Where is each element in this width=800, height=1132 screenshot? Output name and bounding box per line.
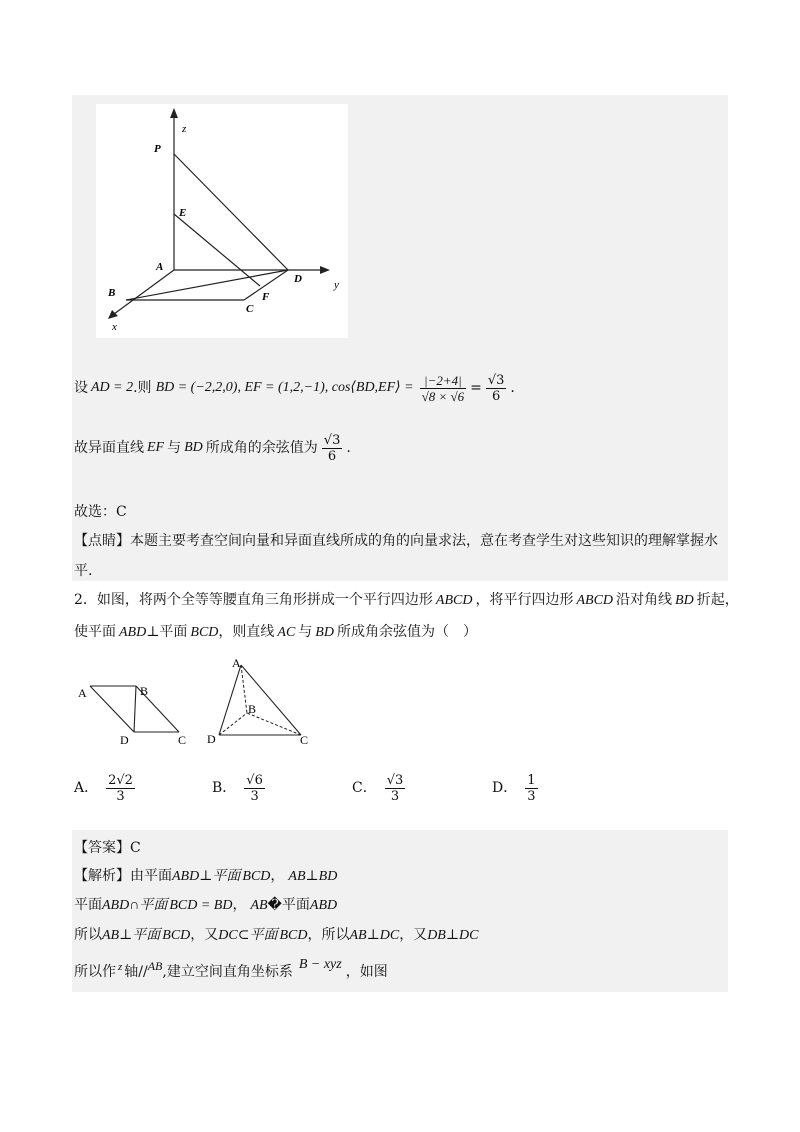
q2-text-d: 折起， (696, 592, 739, 608)
option-d-num: 1 (527, 772, 536, 788)
q2-text-a: 2．如图，将两个全等等腰直角三角形拼成一个平行四边形 (74, 592, 433, 608)
an1-a: 【解析】由平面 (74, 868, 172, 884)
point-label-p: P (154, 143, 161, 155)
q2-l2-bd: BD (315, 625, 334, 640)
equals-sign: = (470, 380, 482, 396)
an3-c: BCD (162, 928, 191, 943)
q2-l2-a: 使平面 (74, 624, 116, 640)
an4-f: B − xyz (298, 957, 342, 972)
q2-abcd-2: ABCD (576, 593, 614, 608)
fig2-left-a: A (78, 686, 87, 700)
analysis-line1 (74, 866, 337, 887)
axis-label-z: z (182, 123, 187, 135)
vector-expression: BD = (−2,2,0), EF = (1,2,−1), cos⟨BD,EF⟩ = (155, 380, 414, 395)
fig2-left-c: C (178, 733, 187, 747)
setup-var: AD = 2 (91, 380, 134, 395)
cos-numerator: |−2+4| (420, 373, 467, 389)
point-label-c: C (246, 303, 254, 315)
fig2-right-b: B (248, 702, 257, 716)
q2-perp: ⊥平面 (146, 624, 188, 640)
q2-abcd-1: ABCD (435, 593, 473, 608)
axis-label-x: x (112, 321, 117, 333)
an2-b: ABD∩平面 (102, 898, 168, 913)
option-a[interactable] (74, 770, 135, 806)
q2-l2-b: ，则直线 (218, 624, 275, 640)
option-b-den: 3 (250, 788, 259, 804)
option-c-den: 3 (390, 788, 400, 804)
q2-text-c: 沿对角线 (616, 592, 673, 608)
an4-c: 轴// (124, 964, 148, 980)
q2-text-b: ，将平行四边形 (475, 592, 574, 608)
setup-prefix: 设 (74, 380, 88, 396)
setup-line (74, 370, 515, 406)
analysis-line4 (74, 957, 388, 983)
fig2-right-a: A (232, 656, 241, 670)
point-label-d: D (294, 273, 302, 285)
result-denominator: 6 (492, 388, 501, 404)
question2-line1 (74, 590, 739, 611)
fig2-left-b: B (140, 684, 149, 698)
q2-bcd: BCD (190, 625, 219, 640)
point-label-b: B (108, 287, 116, 299)
q2-bd: BD (675, 593, 694, 608)
comment-line-2: 平. (74, 563, 93, 579)
point-label-a: A (156, 261, 164, 273)
an1-d: ， (270, 868, 285, 884)
an2-a: 平面 (74, 897, 102, 913)
an3-e: DC⊂平面 (218, 928, 278, 943)
analysis-line3 (74, 925, 478, 946)
period: . (510, 380, 515, 396)
analysis-line2 (74, 895, 337, 916)
an3-d: ，又 (190, 927, 219, 943)
option-b[interactable] (212, 770, 265, 806)
result-fraction (486, 373, 507, 404)
an4-d: AB (147, 959, 163, 973)
cos-fraction (420, 373, 467, 404)
an2-d: ， (232, 897, 247, 913)
option-c-fraction (385, 773, 406, 804)
an2-g: ABD (309, 898, 338, 913)
point-label-e: E (179, 207, 187, 219)
answer-label: 【答案】C (74, 840, 141, 856)
an4-b: z (118, 961, 123, 973)
question2-line2 (74, 622, 477, 643)
an4-a: 所以作 (74, 964, 116, 980)
conclusion-line (74, 430, 351, 466)
an3-b: AB⊥平面 (102, 928, 161, 943)
option-d-fraction (525, 773, 537, 804)
q2-ac: AC (277, 625, 296, 640)
conclusion-bd: BD (184, 440, 203, 455)
option-c[interactable] (352, 770, 405, 806)
an2-e: AB (250, 898, 268, 913)
fig2-right-c: C (300, 733, 309, 747)
choice-line: 故选：C (74, 504, 127, 520)
an1-c: BCD (242, 869, 271, 884)
q2-l2-c: 与 (298, 624, 313, 640)
option-b-num: √6 (246, 772, 263, 788)
option-a-fraction (106, 773, 135, 804)
conclusion-prefix: 故异面直线 (74, 440, 144, 456)
conclusion-ef: EF (147, 440, 165, 455)
option-a-letter: A． (74, 780, 99, 796)
setup-then: .则 (133, 380, 152, 396)
an3-h: AB⊥DC (349, 928, 400, 943)
an2-f: �平面 (267, 897, 310, 913)
option-c-letter: C． (352, 780, 377, 796)
conclusion-period: . (346, 440, 351, 456)
option-d-den: 3 (527, 788, 536, 804)
an3-a: 所以 (74, 927, 102, 943)
an4-g: ，如图 (345, 964, 388, 980)
cos-denominator: √8 × √6 (421, 388, 465, 404)
axis-label-y: y (334, 279, 339, 291)
conclusion-denominator: 6 (327, 448, 337, 464)
option-a-num: 2√2 (108, 772, 133, 788)
figure-3d-coordinate (96, 104, 348, 338)
an3-f: BCD (279, 928, 308, 943)
fig2-left-d: D (120, 733, 129, 747)
conclusion-numerator: √3 (323, 432, 341, 448)
an1-e: AB⊥BD (288, 869, 338, 884)
conclusion-mid: 与 (167, 440, 182, 456)
option-d[interactable] (492, 770, 538, 806)
an3-j: DB⊥DC (427, 928, 479, 943)
option-d-letter: D． (492, 780, 518, 796)
conclusion-fraction (322, 433, 343, 464)
point-label-f: F (262, 291, 270, 303)
an3-g: ，所以 (307, 927, 350, 943)
an2-c: BCD = BD (169, 898, 233, 913)
q2-l2-d: 所成角余弦值为（ ） (336, 624, 477, 640)
option-c-num: √3 (386, 772, 404, 788)
result-numerator: √3 (487, 372, 505, 388)
conclusion-suffix: 所成角的余弦值为 (205, 440, 318, 456)
an3-i: ，又 (399, 927, 428, 943)
q2-abd: ABD (119, 625, 147, 640)
an4-e: ,建立空间直角坐标系 (162, 964, 293, 980)
option-b-fraction (244, 773, 265, 804)
comment-line-1: 【点睛】本题主要考查空间向量和异面直线所成的角的向量求法，意在考查学生对这些知识的理解掌握水 (74, 533, 718, 549)
fig2-right-d: D (207, 732, 216, 746)
an1-b: ABD⊥平面 (172, 869, 241, 884)
option-b-letter: B． (212, 780, 237, 796)
option-a-den: 3 (116, 788, 125, 804)
figure-fold-diagram (74, 655, 324, 750)
